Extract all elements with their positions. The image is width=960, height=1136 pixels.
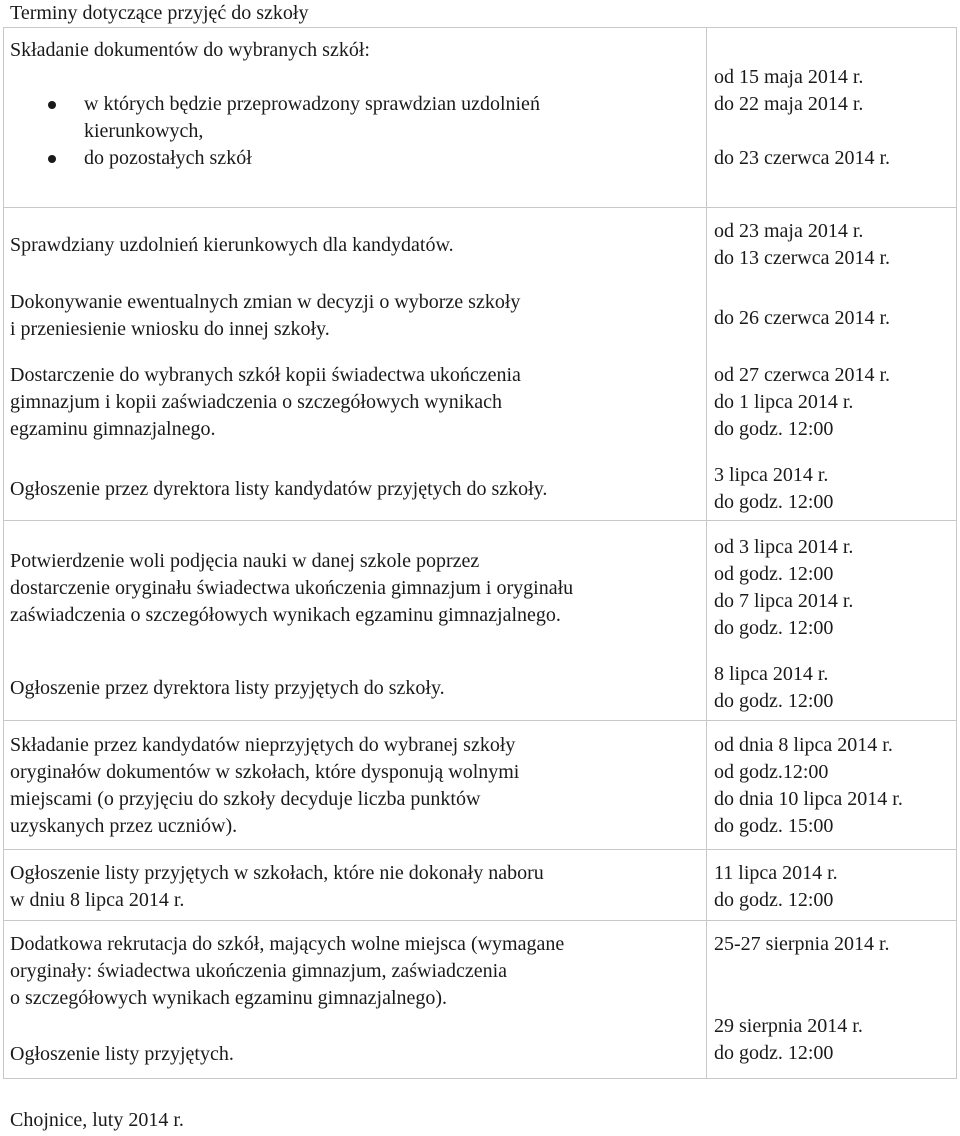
date-line: 11 lipca 2014 r. <box>714 862 838 884</box>
date-line: do godz. 12:00 <box>714 889 834 911</box>
table-row-date <box>714 305 954 332</box>
row-divider <box>4 520 956 521</box>
date-line: 3 lipca 2014 r. <box>714 464 829 486</box>
list-item <box>38 91 540 118</box>
list-item-text: do pozostałych szkół <box>84 147 252 169</box>
table-row-date <box>714 661 954 715</box>
table-row-date <box>714 64 954 172</box>
bullet-icon <box>48 101 56 109</box>
cell-line: Składanie przez kandydatów nieprzyjętych do wybranej szkoły <box>10 734 516 756</box>
row-divider <box>4 849 956 850</box>
cell-line: Ogłoszenie listy przyjętych. <box>10 1043 234 1065</box>
table-row-date <box>714 860 954 914</box>
table-row-text <box>10 289 700 343</box>
date-line: do godz. 12:00 <box>714 491 834 513</box>
cell-line: oryginały: świadectwa ukończenia gimnazjum, zaświadczenia <box>10 960 508 982</box>
table-row-date <box>714 462 954 516</box>
cell-line: w dniu 8 lipca 2014 r. <box>10 889 185 911</box>
table-row-text <box>10 476 700 503</box>
cell-line: uzyskanych przez uczniów). <box>10 815 238 837</box>
cell-line: Składanie dokumentów do wybranych szkół: <box>10 39 370 61</box>
table-row-text <box>10 931 700 1012</box>
cell-line: Dostarczenie do wybranych szkół kopii świadectwa ukończenia <box>10 364 521 386</box>
table-row-date <box>714 1013 954 1067</box>
cell-line: dostarczenie oryginału świadectwa ukończenia gimnazjum i oryginału <box>10 577 574 599</box>
table-row-date <box>714 218 954 272</box>
date-line: od 15 maja 2014 r. <box>714 66 864 88</box>
table-row-date <box>714 534 954 642</box>
date-line: do 22 maja 2014 r. <box>714 93 864 115</box>
cell-line: miejscami (o przyjęciu do szkoły decyduje liczba punktów <box>10 788 481 810</box>
cell-line: Potwierdzenie woli podjęcia nauki w danej szkole poprzez <box>10 550 480 572</box>
list-item <box>38 145 540 172</box>
cell-line: zaświadczenia o szczegółowych wynikach egzaminu gimnazjalnego. <box>10 604 561 626</box>
list-item-text: kierunkowych, <box>84 120 204 142</box>
table-row-text <box>10 675 700 702</box>
cell-line: o szczegółowych wynikach egzaminu gimnazjalnego). <box>10 987 448 1009</box>
date-line <box>714 118 954 145</box>
table-row-text <box>10 232 700 259</box>
date-line: 8 lipca 2014 r. <box>714 663 829 685</box>
cell-line: Sprawdziany uzdolnień kierunkowych dla kandydatów. <box>10 234 454 256</box>
date-line: od 27 czerwca 2014 r. <box>714 364 891 386</box>
bullet-icon <box>48 155 56 163</box>
table-row-text <box>10 1041 700 1068</box>
table-row-text <box>10 37 700 64</box>
column-divider <box>706 27 707 1079</box>
list-item-continuation <box>38 118 540 145</box>
date-line: do 26 czerwca 2014 r. <box>714 307 891 329</box>
date-line: do godz. 12:00 <box>714 690 834 712</box>
date-line: do 23 czerwca 2014 r. <box>714 147 891 169</box>
cell-line: Dodatkowa rekrutacja do szkół, mających wolne miejsca (wymagane <box>10 933 565 955</box>
date-line: od 3 lipca 2014 r. <box>714 536 854 558</box>
date-line: od dnia 8 lipca 2014 r. <box>714 734 893 756</box>
footer-place-date: Chojnice, luty 2014 r. <box>10 1109 184 1131</box>
row-divider <box>4 920 956 921</box>
date-line: do 1 lipca 2014 r. <box>714 391 854 413</box>
table-row-text <box>10 548 700 629</box>
date-line: 25-27 sierpnia 2014 r. <box>714 933 890 955</box>
date-line: do 7 lipca 2014 r. <box>714 590 854 612</box>
date-line: do godz. 12:00 <box>714 1042 834 1064</box>
cell-line: Ogłoszenie przez dyrektora listy kandydatów przyjętych do szkoły. <box>10 478 548 500</box>
cell-line: Dokonywanie ewentualnych zmian w decyzji o wyborze szkoły <box>10 291 521 313</box>
table-row-date <box>714 732 954 840</box>
date-line: do 13 czerwca 2014 r. <box>714 247 891 269</box>
date-line: do godz. 12:00 <box>714 418 834 440</box>
cell-line: Ogłoszenie listy przyjętych w szkołach, które nie dokonały naboru <box>10 862 544 884</box>
date-line: od 23 maja 2014 r. <box>714 220 864 242</box>
cell-line: i przeniesienie wniosku do innej szkoły. <box>10 318 330 340</box>
cell-line: egzaminu gimnazjalnego. <box>10 418 216 440</box>
date-line: od godz.12:00 <box>714 761 829 783</box>
page-title: Terminy dotyczące przyjęć do szkoły <box>10 2 309 24</box>
table-row-text <box>10 860 700 914</box>
table-row-text <box>10 732 700 840</box>
date-line: do godz. 12:00 <box>714 617 834 639</box>
table-row-date <box>714 362 954 443</box>
date-line: do dnia 10 lipca 2014 r. <box>714 788 903 810</box>
list-item-text: w których będzie przeprowadzony sprawdzian uzdolnień <box>84 93 540 115</box>
cell-line: gimnazjum i kopii zaświadczenia o szczegółowych wynikach <box>10 391 503 413</box>
cell-line: Ogłoszenie przez dyrektora listy przyjętych do szkoły. <box>10 677 445 699</box>
date-line: od godz. 12:00 <box>714 563 834 585</box>
table-row-date <box>714 931 954 958</box>
row-divider <box>4 720 956 721</box>
row-divider <box>4 207 956 208</box>
date-line: 29 sierpnia 2014 r. <box>714 1015 863 1037</box>
cell-line: oryginałów dokumentów w szkołach, które dysponują wolnymi <box>10 761 520 783</box>
bullet-list <box>38 91 540 172</box>
table-row-text <box>10 362 700 443</box>
date-line: do godz. 15:00 <box>714 815 834 837</box>
